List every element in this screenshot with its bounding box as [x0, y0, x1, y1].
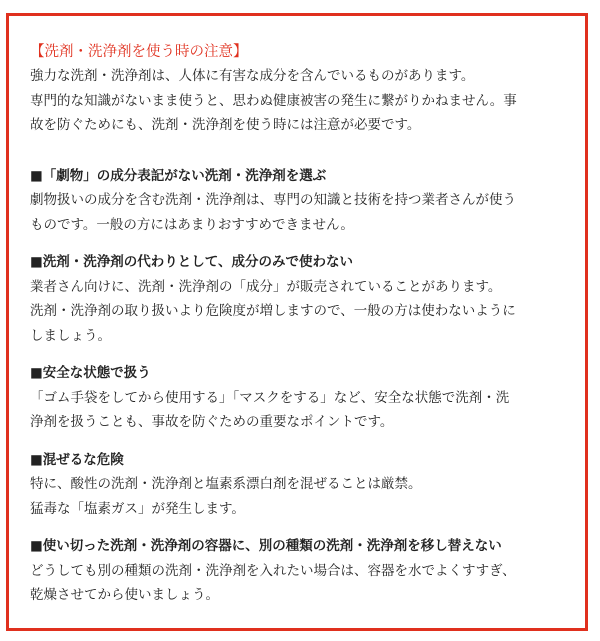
intro-line: 故を防ぐためにも、洗剤・洗浄剤を使う時には注意が必要です。: [30, 117, 421, 133]
body-line: どうしても別の種類の洗剤・洗浄剤を入れたい場合は、容器を水でよくすすぎ、: [30, 562, 516, 579]
section-heading: ■「劇物」の成分表記がない洗剤・洗浄剤を選ぶ: [30, 167, 327, 184]
body-line: しましょう。: [30, 327, 111, 344]
section-body: [30, 275, 569, 349]
intro-line: 専門的な知識がないまま使うと、思わぬ健康被害の発生に繋がりかねません。事: [30, 92, 517, 109]
section-deleterious-label: [30, 164, 569, 238]
body-line: 劇物扱いの成分を含む洗剤・洗浄剤は、専門の知識と技術を持つ業者さんが使う: [30, 192, 516, 208]
section-body: [30, 472, 569, 521]
body-line: 浄剤を扱うことも、事故を防ぐための重要なポイントです。: [30, 414, 394, 430]
section-heading: ■混ぜるな危険: [30, 451, 124, 468]
body-line: ものです。一般の方にはあまりおすすめできません。: [30, 216, 354, 233]
section-ingredient-only: [30, 250, 569, 348]
section-safe-handling: [30, 361, 569, 435]
body-line: 「ゴム手袋をしてから使用する」「マスクをする」など、安全な状態で洗剤・洗: [30, 389, 510, 406]
notice-title: 【洗剤・洗浄剤を使う時の注意】: [30, 44, 248, 60]
section-heading: ■安全な状態で扱う: [30, 365, 151, 381]
intro-line: 強力な洗剤・洗浄剤は、人体に有害な成分を含んでいるものがあります。: [30, 68, 475, 84]
section-do-not-mix: [30, 448, 569, 522]
body-line: 乾燥させてから使いましょう。: [30, 587, 219, 603]
section-body: [30, 386, 569, 435]
section-heading: ■洗剤・洗浄剤の代わりとして、成分のみで使わない: [30, 254, 353, 270]
intro-paragraph: [30, 64, 569, 138]
section-heading: ■使い切った洗剤・洗浄剤の容器に、別の種類の洗剤・洗浄剤を移し替えない: [30, 538, 502, 554]
body-line: 洗剤・洗浄剤の取り扱いより危険度が増しますので、一般の方は使わないように: [30, 303, 516, 319]
body-line: 業者さん向けに、洗剤・洗浄剤の「成分」が販売されていることがあります。: [30, 278, 502, 295]
section-body: [30, 188, 569, 237]
caution-notice-box: [6, 13, 588, 631]
section-body: [30, 559, 569, 608]
body-line: 猛毒な「塩素ガス」が発生します。: [30, 500, 245, 517]
section-container-reuse: [30, 534, 569, 608]
body-line: 特に、酸性の洗剤・洗浄剤と塩素系漂白剤を混ぜることは厳禁。: [30, 476, 422, 492]
